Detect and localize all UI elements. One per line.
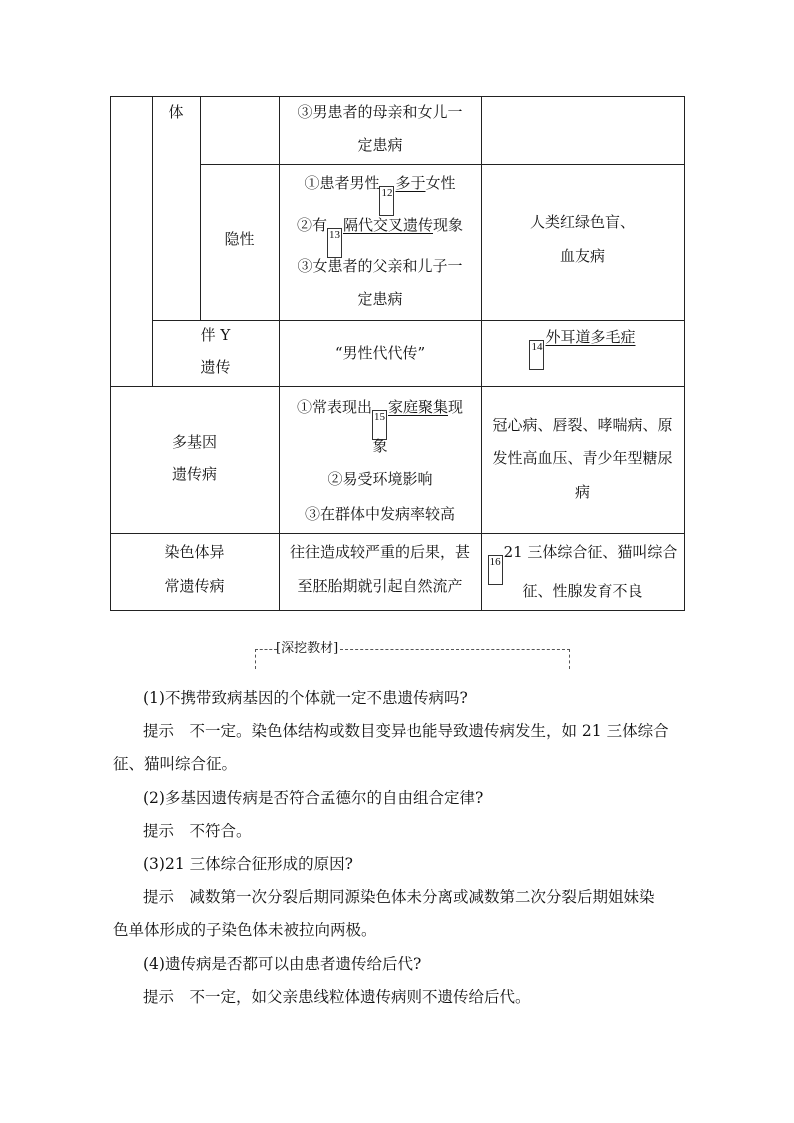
cell-feature-line: 象 — [372, 437, 388, 455]
answer-line: 色单体形成的子染色体未被拉向两极。 — [113, 921, 377, 939]
cell-example-line — [481, 320, 684, 370]
cell-feature-line: 定患病 — [357, 290, 403, 308]
question: (3)21 三体综合征形成的原因? — [143, 855, 353, 873]
cell-label-y-linked: 伴 Y — [200, 326, 231, 344]
answer-line: 提示 不一定。染色体结构或数目变异也能导致遗传病发生，如 21 三体综合 — [143, 722, 669, 740]
answer-line: 征、猫叫综合征。 — [113, 755, 238, 773]
blank-number-box: 14 — [529, 340, 544, 370]
text: 女性 — [425, 174, 456, 192]
cell-feature-line: ②易受环境影响 — [327, 470, 433, 488]
blank-number-box: 12 — [379, 186, 394, 216]
table-line — [110, 386, 685, 387]
cell-feature-line: 至胚胎期就引起自然流产 — [297, 577, 463, 595]
answer-text: 多于 — [395, 174, 426, 192]
text: 现象 — [433, 216, 464, 234]
question: (2)多基因遗传病是否符合孟德尔的自由组合定律? — [143, 789, 484, 807]
cell-example-line: 发性高血压、青少年型糖尿 — [492, 449, 673, 467]
text: 21 三体综合征、猫叫综合 — [503, 543, 678, 561]
cell-feature-line: 定患病 — [357, 136, 403, 154]
answer-text: 外耳道多毛症 — [545, 328, 636, 346]
answer-line: 提示 不符合。 — [143, 822, 252, 840]
answer-line: 提示 不一定，如父亲患线粒体遗传病则不遗传给后代。 — [143, 988, 531, 1006]
cell-label-ti: 体 — [168, 103, 184, 121]
table-border-left — [110, 96, 111, 611]
cell-example-line: 病 — [574, 483, 590, 501]
cell-example-line: 血友病 — [559, 247, 605, 265]
cell-feature-line: ③在群体中发病率较高 — [304, 505, 455, 523]
header-dash-right-vertical — [569, 649, 570, 669]
cell-example-line: 冠心病、唇裂、哮喘病、原 — [492, 416, 673, 434]
header-dash-left-vertical — [255, 649, 256, 669]
question: (1)不携带致病基因的个体就一定不患遗传病吗? — [143, 689, 468, 707]
cell-label-chromosomal: 常遗传病 — [164, 577, 225, 595]
text: 现 — [448, 398, 464, 416]
answer-text: 家庭聚集 — [387, 398, 448, 416]
cell-label-y-linked: 遗传 — [200, 358, 231, 376]
cell-feature-line: “男性代代传” — [334, 344, 426, 362]
text: ②有 — [296, 216, 327, 234]
answer-text: 隔代交叉遗传 — [342, 216, 433, 234]
answer-line: 提示 减数第一次分裂后期同源染色体未分离或减数第二次分裂后期姐妹染 — [143, 888, 655, 906]
text: ①患者男性 — [304, 174, 380, 192]
blank-number-box: 13 — [327, 228, 342, 258]
cell-feature-line: 往往造成较严重的后果，甚 — [289, 543, 470, 561]
table-line — [200, 164, 685, 165]
cell-label-polygenic: 遗传病 — [171, 465, 217, 483]
section-title: [深挖教材] — [276, 641, 339, 656]
text: ①常表现出 — [296, 398, 372, 416]
blank-number-box: 16 — [488, 555, 503, 585]
table-border-bottom — [110, 610, 685, 611]
cell-feature-line: ③男患者的母亲和女儿一 — [297, 103, 463, 121]
cell-example-line: 人类红绿色盲、 — [529, 213, 635, 231]
cell-example-line: 征、性腺发育不良 — [522, 582, 643, 600]
blank-number-box: 15 — [372, 410, 387, 440]
section-title-text: 深挖教材 — [281, 641, 334, 656]
header-dash-right — [340, 649, 570, 650]
cell-feature-line: ③女患者的父亲和儿子一 — [297, 257, 463, 275]
table-line — [200, 96, 201, 321]
table-border-right — [684, 96, 685, 611]
header-dash-left — [255, 649, 277, 650]
question: (4)遗传病是否都可以由患者遗传给后代? — [143, 955, 422, 973]
table-line — [110, 533, 685, 534]
cell-label-recessive: 隐性 — [224, 230, 255, 248]
cell-label-polygenic: 多基因 — [171, 433, 217, 451]
cell-label-chromosomal: 染色体异 — [164, 543, 225, 561]
